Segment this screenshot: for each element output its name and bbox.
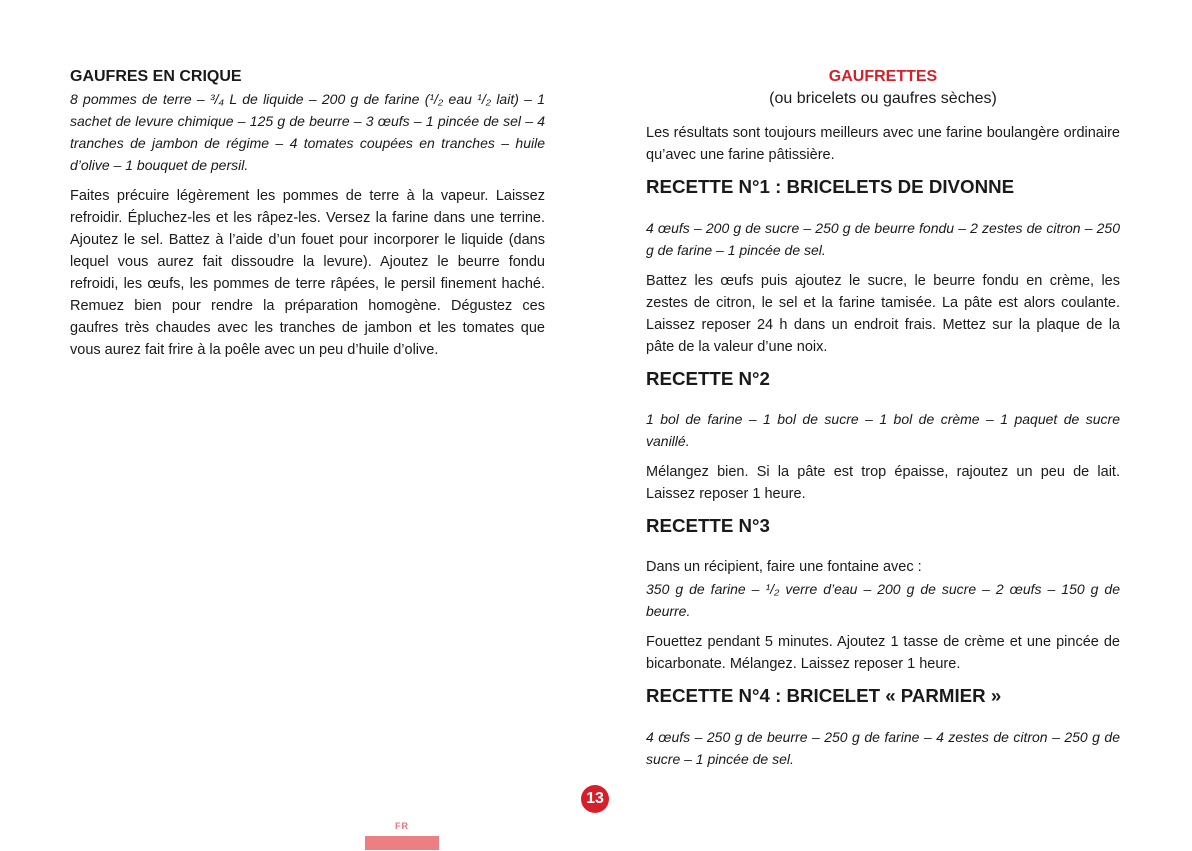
recipe-3-ingredients: 350 g de farine – ¹/₂ verre d’eau – 200 g de sucre – 2 œufs – 150 g de beurre. xyxy=(646,581,1120,620)
recipe-1-ingredients: 4 œufs – 200 g de sucre – 250 g de beurre fondu – 2 zestes de citron – 250 g de farine – 1 pincée de sel. xyxy=(646,219,1120,258)
recipe-2-ingredients: 1 bol de farine – 1 bol de sucre – 1 bol de crème – 1 paquet de sucre vanillé. xyxy=(646,411,1120,450)
recipe-3-title: RECETTE N°3 xyxy=(646,515,770,537)
section-subtitle: (ou bricelets ou gaufres sèches) xyxy=(769,90,997,107)
recipe-title-gaufres-en-crique: GAUFRES EN CRIQUE xyxy=(70,68,242,85)
recipe-2-title: RECETTE N°2 xyxy=(646,367,770,389)
instructions-text: Faites précuire légèrement les pommes de terre à la vapeur. Laissez refroidir. Épluchez-les et les râpez-les. Versez la farine dans une terrine. Ajoutez le sel. Battez à l’aide d’un fouet pour incorporer le liquide (dans lequel vous aurez fait dissoudre la levure). Ajoutez le beurre fondu refroidi, les œufs, les pommes de terre râpées, le persil finement haché. Remuez bien pour rendre la préparation homogène. Dégustez ces gaufres très chaudes avec les tranches de jambon et les tomates que vous aurez fait frire à la poêle avec un peu d’huile d’olive. xyxy=(70,188,545,358)
recipe-3-instructions: Fouettez pendant 5 minutes. Ajoutez 1 tasse de crème et une pincée de bicarbonate. Mélangez. Laissez reposer 1 heure. xyxy=(646,634,1120,673)
language-label: FR xyxy=(395,821,409,831)
left-column xyxy=(70,66,545,361)
page-number-badge: 13 xyxy=(581,785,609,813)
intro-text: Les résultats sont toujours meilleurs avec une farine boulangère ordinaire qu’avec une farine pâtissière. xyxy=(646,125,1120,163)
language-tab-bar xyxy=(365,836,439,850)
recipe-2-instructions: Mélangez bien. Si la pâte est trop épaisse, rajoutez un peu de lait. Laissez reposer 1 heure. xyxy=(646,464,1120,503)
recipe-1-title: RECETTE N°1 : BRICELETS DE DIVONNE xyxy=(646,176,1015,197)
recipe-3-lead: Dans un récipient, faire une fontaine avec : xyxy=(646,559,922,576)
right-column xyxy=(646,66,1120,770)
ingredients-list: 8 pommes de terre – ³/₄ L de liquide – 200 g de farine (¹/₂ eau ¹/₂ lait) – 1 sachet de levure chimique – 125 g de beurre – 3 œufs – 1 pincée de sel – 4 tranches de jambon de régime – 4 tomates coupées en tranches – huile d’olive – 1 bouquet de persil. xyxy=(70,91,545,173)
recipe-1-instructions: Battez les œufs puis ajoutez le sucre, le beurre fondu en crème, les zestes de citron, le sel et la farine tamisée. La pâte est alors coulante. Laissez reposer 24 h dans un endroit frais. Mettez sur la plaque de la pâte de la valeur d’une noix. xyxy=(646,272,1120,355)
recipe-4-ingredients: 4 œufs – 250 g de beurre – 250 g de farine – 4 zestes de citron – 250 g de sucre – 1 pincée de sel. xyxy=(646,728,1120,767)
section-title-gaufrettes: GAUFRETTES xyxy=(828,68,938,85)
recipe-4-title: RECETTE N°4 : BRICELET « PARMIER » xyxy=(646,685,1002,707)
